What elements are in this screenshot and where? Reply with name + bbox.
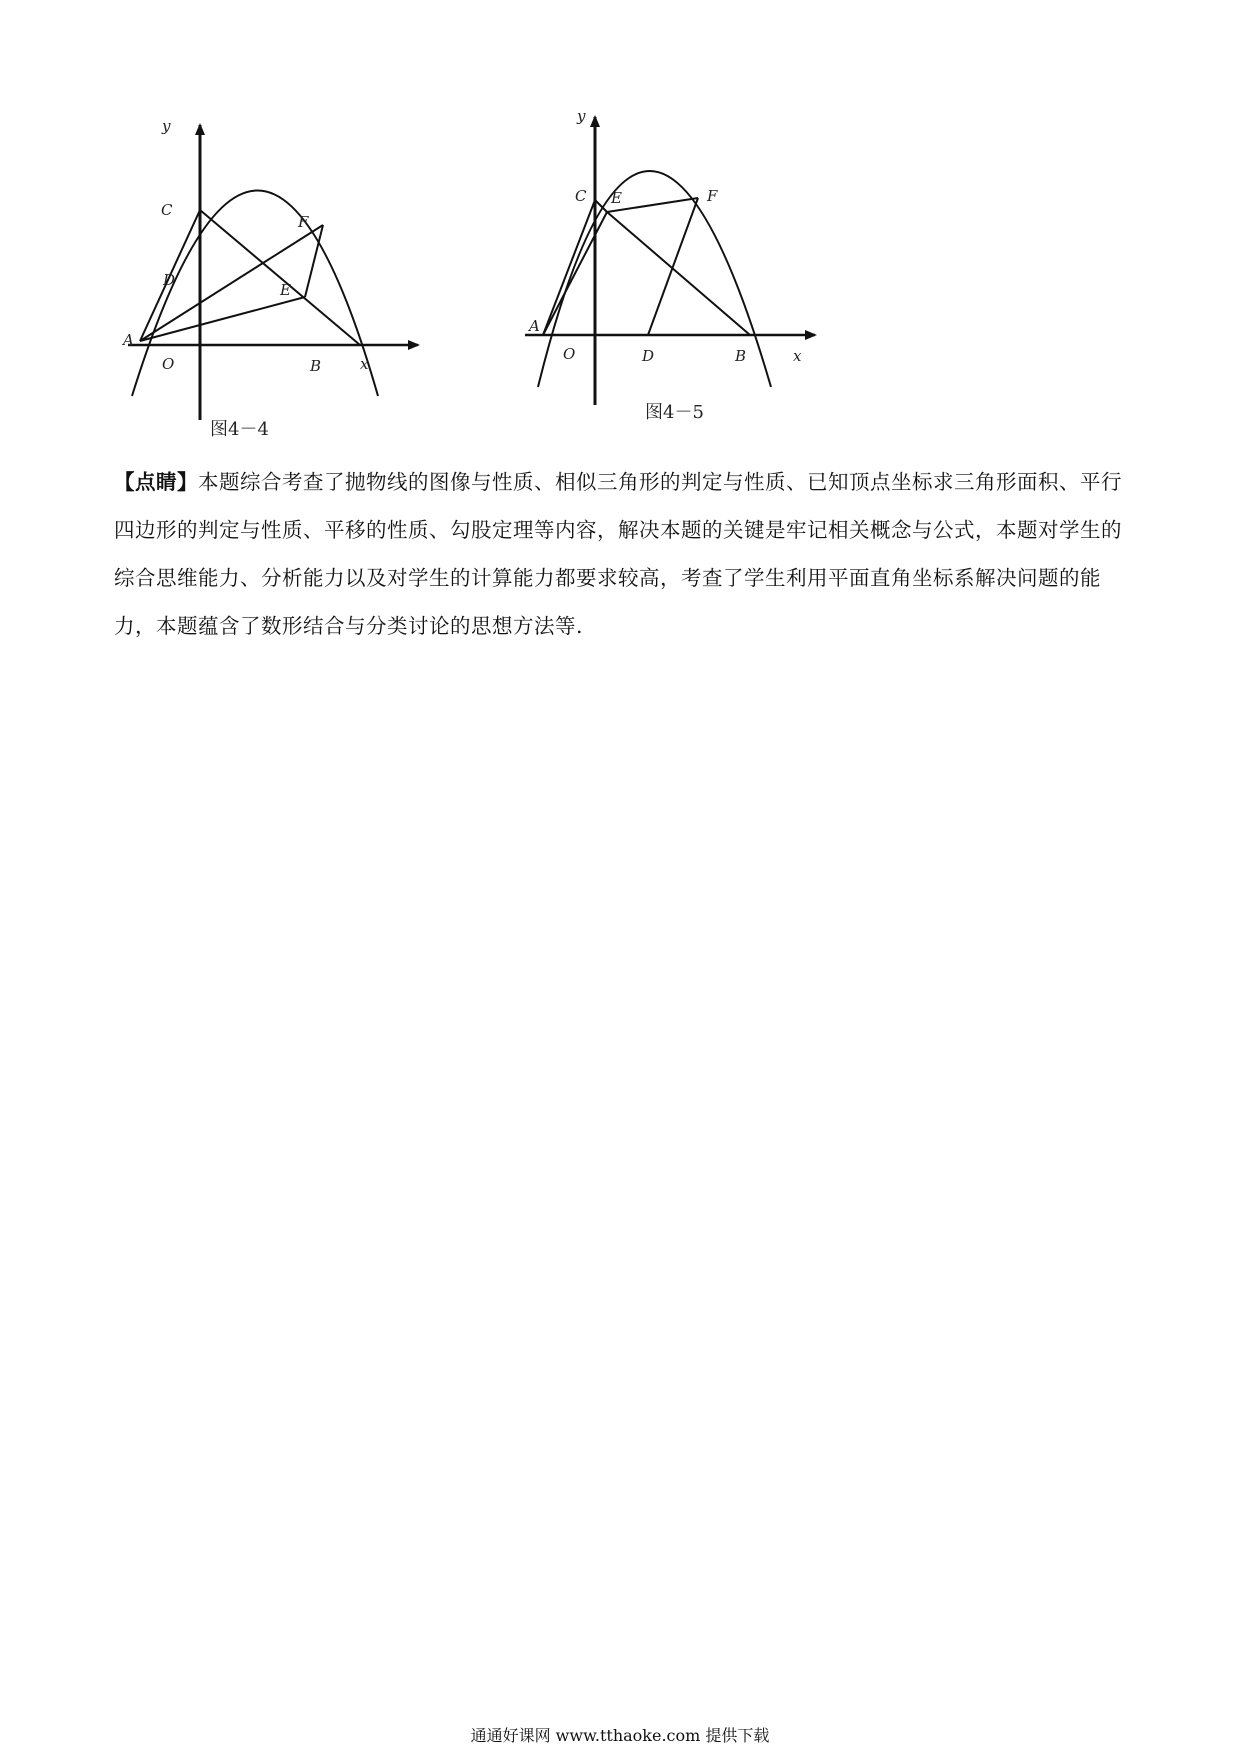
figure-caption: 图4－4: [210, 419, 269, 440]
label-b: B: [735, 347, 747, 365]
label-o: O: [162, 355, 175, 373]
label-b: B: [310, 357, 322, 375]
label-y: y: [162, 117, 171, 135]
commentary-body: 本题综合考查了抛物线的图像与性质、相似三角形的判定与性质、已知顶点坐标求三角形面积、平行四边形的判定与性质、平移的性质、勾股定理等内容，解决本题的关键是牢记相关概念与公式，本题对学生的综合思维能力、分析能力以及对学生的计算能力都要求较高，考查了学生利用平面直角坐标系解决问题的能力，本题蕴含了数形结合与分类讨论的思想方法等.: [114, 470, 1122, 638]
label-d: D: [642, 347, 655, 365]
commentary-paragraph: [114, 458, 1134, 650]
label-d: D: [163, 271, 176, 289]
figure-caption: 图4－5: [645, 402, 704, 423]
label-y: y: [577, 107, 586, 125]
label-e: E: [611, 189, 622, 207]
label-f: F: [707, 187, 718, 205]
label-a: A: [529, 317, 540, 335]
label-x: x: [793, 347, 802, 365]
commentary-text: [114, 458, 1134, 650]
figure-4-5-diagram: [515, 105, 835, 435]
label-c: C: [161, 201, 173, 219]
label-f: F: [298, 213, 309, 231]
commentary-heading: 【点睛】: [114, 470, 198, 494]
figure-4-4: [120, 115, 440, 445]
label-c: C: [575, 187, 587, 205]
label-x: x: [360, 355, 369, 373]
figure-4-5: [515, 105, 835, 435]
segment-fd: [648, 198, 698, 335]
page-footer: 通通好课网 www.tthaoke.com 提供下载: [470, 1726, 770, 1745]
segment-eb: [607, 212, 750, 335]
label-a: A: [123, 331, 134, 349]
segment-ae: [543, 212, 607, 335]
segment-ac: [543, 200, 595, 335]
label-e: E: [280, 281, 291, 299]
label-o: O: [563, 345, 576, 363]
figure-4-4-diagram: [120, 115, 440, 445]
